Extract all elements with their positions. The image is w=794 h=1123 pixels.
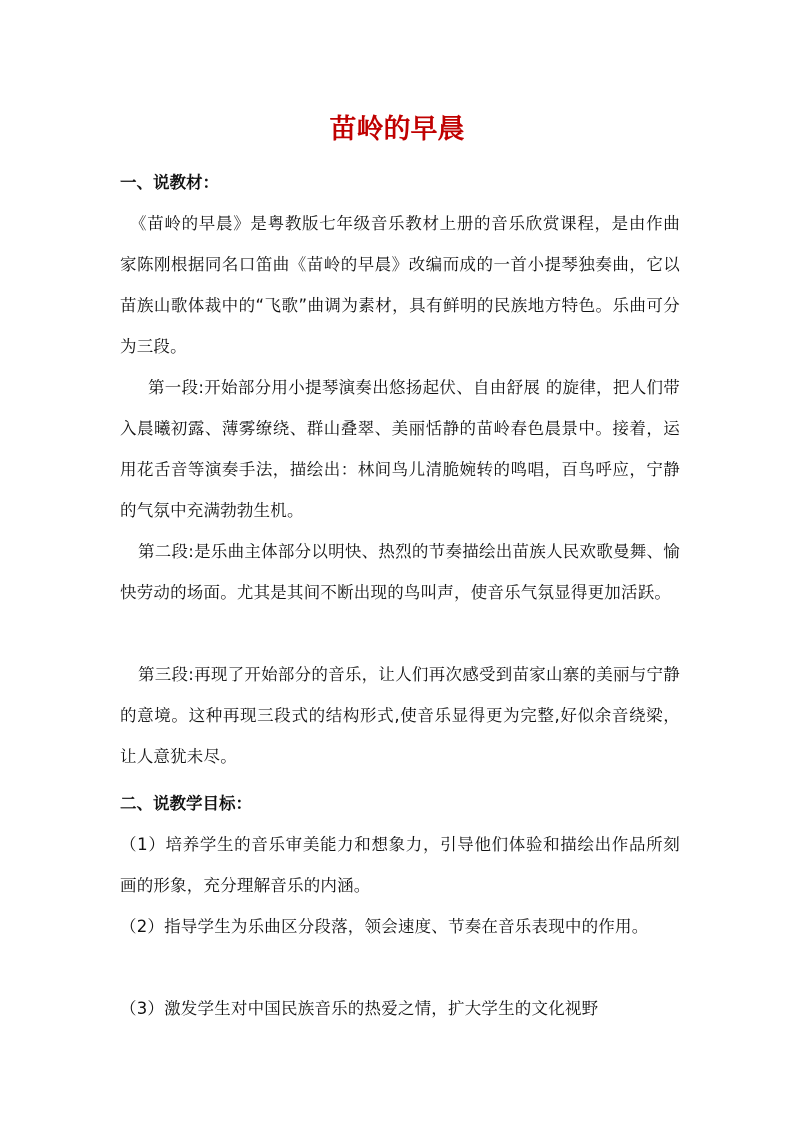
goal-item-2: （2）指导学生为乐曲区分段落，领会速度、节奏在音乐表现中的作用。 <box>120 917 649 936</box>
document-title: 苗岭的早晨 <box>329 114 465 145</box>
paragraph-intro: 《苗岭的早晨》是粤教版七年级音乐教材上册的音乐欣赏课程，是由作曲家陈刚根据同名口笛曲《苗岭的早晨》改编而成的一首小提琴独奏曲，它以苗族山歌体裁中的“飞歌”曲调为素材，具有鲜明的民族地方特色。乐曲可分为三段。 <box>120 214 680 356</box>
paragraph-part-three: 第三段:再现了开始部分的音乐，让人们再次感受到苗家山寨的美丽与宁静的意境。这种再现三段式的结构形式,使音乐显得更为完整,好似余音绕梁，让人意犹未尽。 <box>120 665 680 766</box>
goal-item-3: （3）激发学生对中国民族音乐的热爱之情，扩大学生的文化视野 <box>120 999 599 1018</box>
section-heading-teaching-material: 一、说教材： <box>120 173 219 192</box>
section-heading-teaching-goals: 二、说教学目标： <box>120 794 252 813</box>
goal-item-1: （1）培养学生的音乐审美能力和想象力，引导他们体验和描绘出作品所刻画的形象，充分理解音乐的内涵。 <box>120 835 680 895</box>
paragraph-part-two: 第二段:是乐曲主体部分以明快、热烈的节奏描绘出苗族人民欢歌曼舞、愉快劳动的场面。尤其是其间不断出现的鸟叫声，使音乐气氛显得更加活跃。 <box>120 542 680 602</box>
paragraph-part-one: 第一段:开始部分用小提琴演奏出悠扬起伏、自由舒展 的旋律，把人们带入晨曦初露、薄雾缭绕、群山叠翠、美丽恬静的苗岭春色晨景中。接着，运用花舌音等演奏手法，描绘出：林间鸟儿清脆婉转的鸣唱，百鸟呼应，宁静的气氛中充满勃勃生机。 <box>120 378 680 520</box>
